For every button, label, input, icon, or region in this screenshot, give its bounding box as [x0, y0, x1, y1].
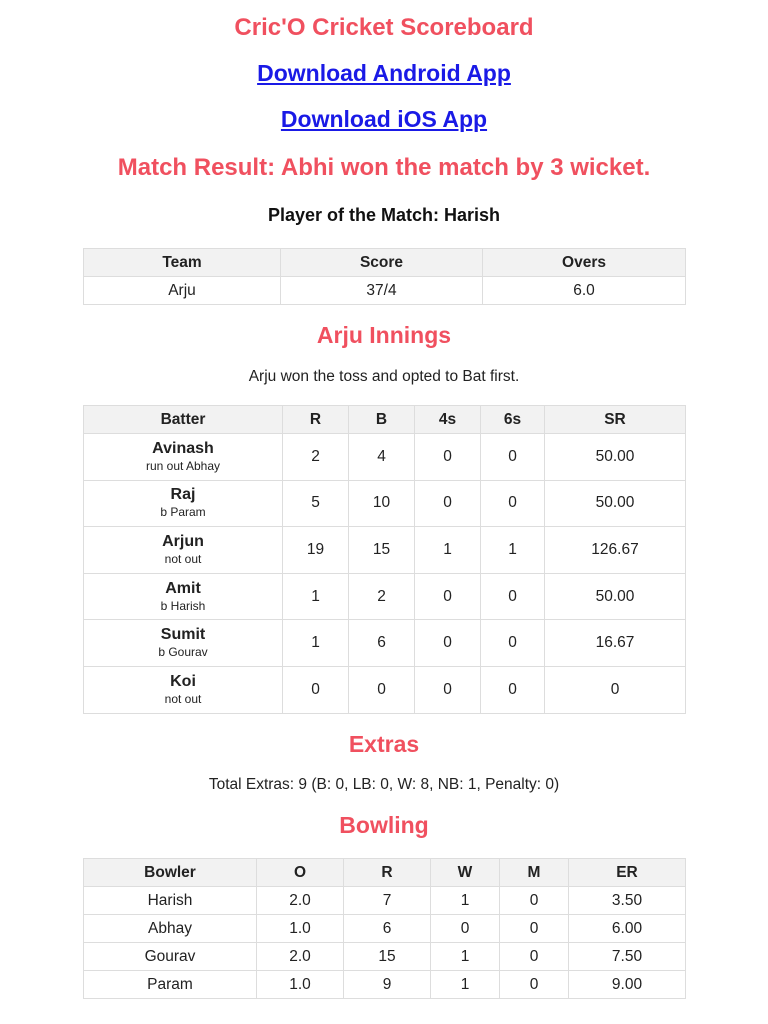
dismissal-text: not out — [164, 691, 202, 706]
bowling-title: Bowling — [339, 812, 429, 838]
bowler-cell: Gourav — [84, 943, 257, 971]
ios-app-link[interactable]: Download iOS App — [280, 106, 488, 132]
batter-cell — [84, 573, 283, 620]
strike-rate-cell: 126.67 — [545, 527, 686, 574]
fours-cell: 0 — [415, 434, 481, 481]
player-of-match: Player of the Match: Harish — [267, 205, 501, 225]
table-header-row — [84, 406, 686, 434]
wickets-cell: 1 — [431, 971, 500, 999]
economy-cell: 9.00 — [569, 971, 686, 999]
batter-cell — [84, 480, 283, 527]
batter-cell — [84, 620, 283, 667]
column-header-balls: B — [349, 406, 415, 434]
balls-cell: 6 — [349, 620, 415, 667]
fours-cell: 0 — [415, 480, 481, 527]
team-cell: Arju — [84, 277, 281, 305]
sixes-cell: 0 — [481, 434, 545, 481]
runs-cell: 6 — [344, 915, 431, 943]
dismissal-text: b Gourav — [158, 645, 208, 660]
column-header-overs: O — [257, 859, 344, 887]
dismissal-text: b Param — [160, 505, 206, 520]
batter-cell — [84, 666, 283, 713]
runs-cell: 2 — [283, 434, 349, 481]
maidens-cell: 0 — [500, 971, 569, 999]
runs-cell: 15 — [344, 943, 431, 971]
batter-name: Avinash — [152, 439, 214, 457]
table-row — [84, 573, 686, 620]
overs-cell: 2.0 — [257, 887, 344, 915]
overs-cell: 1.0 — [257, 971, 344, 999]
bowler-cell: Harish — [84, 887, 257, 915]
column-header-sixes: 6s — [481, 406, 545, 434]
sixes-cell: 0 — [481, 620, 545, 667]
android-app-link[interactable]: Download Android App — [257, 60, 511, 86]
batter-name: Koi — [170, 672, 196, 690]
table-row — [84, 971, 686, 999]
maidens-cell: 0 — [500, 915, 569, 943]
page-title: Cric'O Cricket Scoreboard — [234, 14, 534, 41]
fours-cell: 0 — [415, 573, 481, 620]
table-row — [84, 620, 686, 667]
batter-cell — [84, 434, 283, 481]
balls-cell: 10 — [349, 480, 415, 527]
strike-rate-cell: 50.00 — [545, 480, 686, 527]
table-row — [84, 943, 686, 971]
sixes-cell: 0 — [481, 666, 545, 713]
strike-rate-cell: 16.67 — [545, 620, 686, 667]
extras-title: Extras — [348, 731, 420, 757]
runs-cell: 1 — [283, 620, 349, 667]
dismissal-text: run out Abhay — [145, 458, 221, 473]
table-header-row — [84, 859, 686, 887]
balls-cell: 0 — [349, 666, 415, 713]
balls-cell: 15 — [349, 527, 415, 574]
column-header-score: Score — [281, 249, 483, 277]
column-header-team: Team — [84, 249, 281, 277]
runs-cell: 0 — [283, 666, 349, 713]
column-header-strike-rate: SR — [545, 406, 686, 434]
fours-cell: 0 — [415, 620, 481, 667]
team-summary-table — [83, 248, 686, 305]
batter-name: Raj — [170, 486, 196, 504]
bowler-cell: Param — [84, 971, 257, 999]
economy-cell: 3.50 — [569, 887, 686, 915]
maidens-cell: 0 — [500, 887, 569, 915]
strike-rate-cell: 50.00 — [545, 434, 686, 481]
sixes-cell: 0 — [481, 573, 545, 620]
dismissal-text: not out — [164, 551, 202, 566]
table-row — [84, 527, 686, 574]
column-header-wickets: W — [431, 859, 500, 887]
column-header-batter: Batter — [84, 406, 283, 434]
batter-name: Arjun — [162, 532, 204, 550]
column-header-maidens: M — [500, 859, 569, 887]
table-row — [84, 915, 686, 943]
strike-rate-cell: 50.00 — [545, 573, 686, 620]
table-row — [84, 434, 686, 481]
runs-cell: 9 — [344, 971, 431, 999]
runs-cell: 1 — [283, 573, 349, 620]
innings-title: Arju Innings — [316, 322, 452, 348]
overs-cell: 6.0 — [483, 277, 686, 305]
batter-name: Sumit — [160, 626, 206, 644]
runs-cell: 7 — [344, 887, 431, 915]
extras-text: Total Extras: 9 (B: 0, LB: 0, W: 8, NB: 1, Penalty: 0) — [208, 776, 560, 793]
strike-rate-cell: 0 — [545, 666, 686, 713]
batter-cell — [84, 527, 283, 574]
overs-cell: 2.0 — [257, 943, 344, 971]
table-header-row — [84, 249, 686, 277]
column-header-economy: ER — [569, 859, 686, 887]
wickets-cell: 1 — [431, 943, 500, 971]
dismissal-text: b Harish — [160, 598, 206, 613]
economy-cell: 7.50 — [569, 943, 686, 971]
runs-cell: 5 — [283, 480, 349, 527]
column-header-runs: R — [283, 406, 349, 434]
fours-cell: 0 — [415, 666, 481, 713]
balls-cell: 2 — [349, 573, 415, 620]
table-row — [84, 887, 686, 915]
sixes-cell: 1 — [481, 527, 545, 574]
column-header-bowler: Bowler — [84, 859, 257, 887]
column-header-overs: Overs — [483, 249, 686, 277]
balls-cell: 4 — [349, 434, 415, 481]
column-header-fours: 4s — [415, 406, 481, 434]
batting-table — [83, 405, 686, 714]
bowling-table — [83, 858, 686, 999]
toss-text: Arju won the toss and opted to Bat first. — [248, 368, 520, 385]
fours-cell: 1 — [415, 527, 481, 574]
overs-cell: 1.0 — [257, 915, 344, 943]
wickets-cell: 1 — [431, 887, 500, 915]
table-row — [84, 666, 686, 713]
runs-cell: 19 — [283, 527, 349, 574]
table-row — [84, 480, 686, 527]
score-cell: 37/4 — [281, 277, 483, 305]
economy-cell: 6.00 — [569, 915, 686, 943]
batter-name: Amit — [165, 579, 201, 597]
maidens-cell: 0 — [500, 943, 569, 971]
table-row — [84, 277, 686, 305]
sixes-cell: 0 — [481, 480, 545, 527]
match-result: Match Result: Abhi won the match by 3 wicket. — [117, 154, 651, 181]
bowler-cell: Abhay — [84, 915, 257, 943]
wickets-cell: 0 — [431, 915, 500, 943]
column-header-runs: R — [344, 859, 431, 887]
